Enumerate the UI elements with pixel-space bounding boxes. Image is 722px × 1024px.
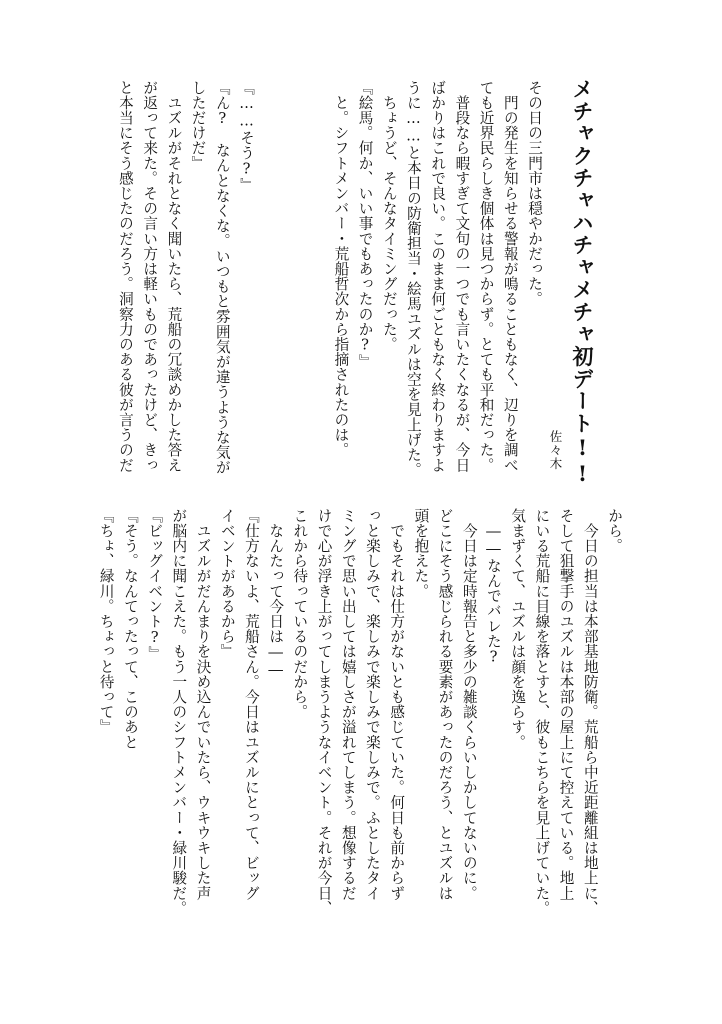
text-line: その日の三門市は穏やかだった。 [526, 80, 543, 307]
text-block-upper-left [113, 80, 258, 478]
text-line: 頭を抱えた。 [412, 508, 430, 599]
text-line: が返って来た。その言い方は軽いものであったけど、きっ [141, 80, 159, 473]
text-line: しただけだ』 [189, 80, 207, 171]
text-line: これから待っているのだから。 [291, 508, 309, 720]
text-line: けで心が浮き上がってしまうようなイベント。それが今日、 [315, 508, 333, 916]
text-line: ちょうど、そんなタイミングだった。 [380, 80, 398, 352]
text-line: どこにそう感じられる要素があったのだろう、とユズルは [436, 508, 454, 901]
text-block-lower [94, 508, 626, 940]
text-line: ミングで思い出しては嬉しさが溢れてしまう。想像するだ [339, 508, 357, 901]
text-line: 普段なら暇すぎて文句の一つでも言いたくなるが、今日 [453, 80, 471, 473]
text-line: 気まずくて、ユズルは顔を逸らす。 [509, 508, 527, 750]
text-line: ――なんでバレた? [484, 508, 502, 667]
text-line: 『……そう?』 [238, 80, 255, 193]
text-line: にいる荒船に目線を落とすと、彼もこちらを見上げていた。 [533, 508, 551, 916]
text-line: 『ビッグイベント?』 [146, 508, 164, 662]
text-line: と。シフトメンバー・荒船哲次から指摘されたのは。 [332, 80, 350, 458]
text-line: そして狙撃手のユズルは本部の屋上にて控えている。地上 [557, 508, 575, 901]
text-line: が脳内に聞こえた。もう一人のシフトメンバー・緑川駿だ。 [170, 508, 188, 916]
text-line: と本当にそう感じたのだろう。洞察力のある彼が言うのだ [116, 80, 134, 473]
text-line: 『絵馬。何か、いい事でもあったのか?』 [356, 80, 374, 370]
text-line: ユズルがだんまりを決め込んでいたら、ウキウキした声 [194, 508, 212, 901]
text-line: 『ん? なんとなくな。いつもと雰囲気が違うような気が [213, 80, 231, 475]
text-line: イベントがあるから』 [218, 508, 236, 659]
text-line: ばかりはこれで良い。このまま何ごともなく終わりますよ [429, 80, 447, 473]
text-line: 『ちょ、緑川。ちょっと待って』 [97, 508, 115, 735]
text-line: ても近界民らしき個体は見つからず。とても平和だった。 [477, 80, 495, 473]
text-line: 『仕方ないよ、荒船さん。今日はユズルにとって、ビッグ [242, 508, 260, 901]
text-line: っと楽しみで、楽しみで楽しみで楽しみで。ふとしたタイ [363, 508, 381, 901]
text-line: 門の発生を知らせる警報が鳴ることもなく、辺りを調べ [501, 80, 519, 473]
text-line: 今日は定時報告と多少の雑談くらいしかしてないのに。 [460, 508, 478, 901]
text-line: から。 [606, 508, 623, 554]
text-line: うに……と本日の防衛担当・絵馬ユズルは空を見上げた。 [404, 80, 422, 478]
story-title: メチャクチャハチャメチャ初デート!! [570, 78, 595, 488]
text-block-upper-right [328, 80, 546, 478]
text-line: なんたって今日は―― [267, 508, 285, 679]
text-line: 今日の担当は本部基地防衛。荒船ら中近距離組は地上に、 [581, 508, 599, 916]
text-line: ユズルがそれとなく聞いたら、荒船の冗談めかした答え [165, 80, 183, 473]
text-line: 『そう。なんてったって、このあと [121, 508, 139, 750]
text-line: でもそれは仕方がないとも感じていた。何日も前からず [388, 508, 406, 901]
author-name: 佐々木 [548, 430, 563, 471]
